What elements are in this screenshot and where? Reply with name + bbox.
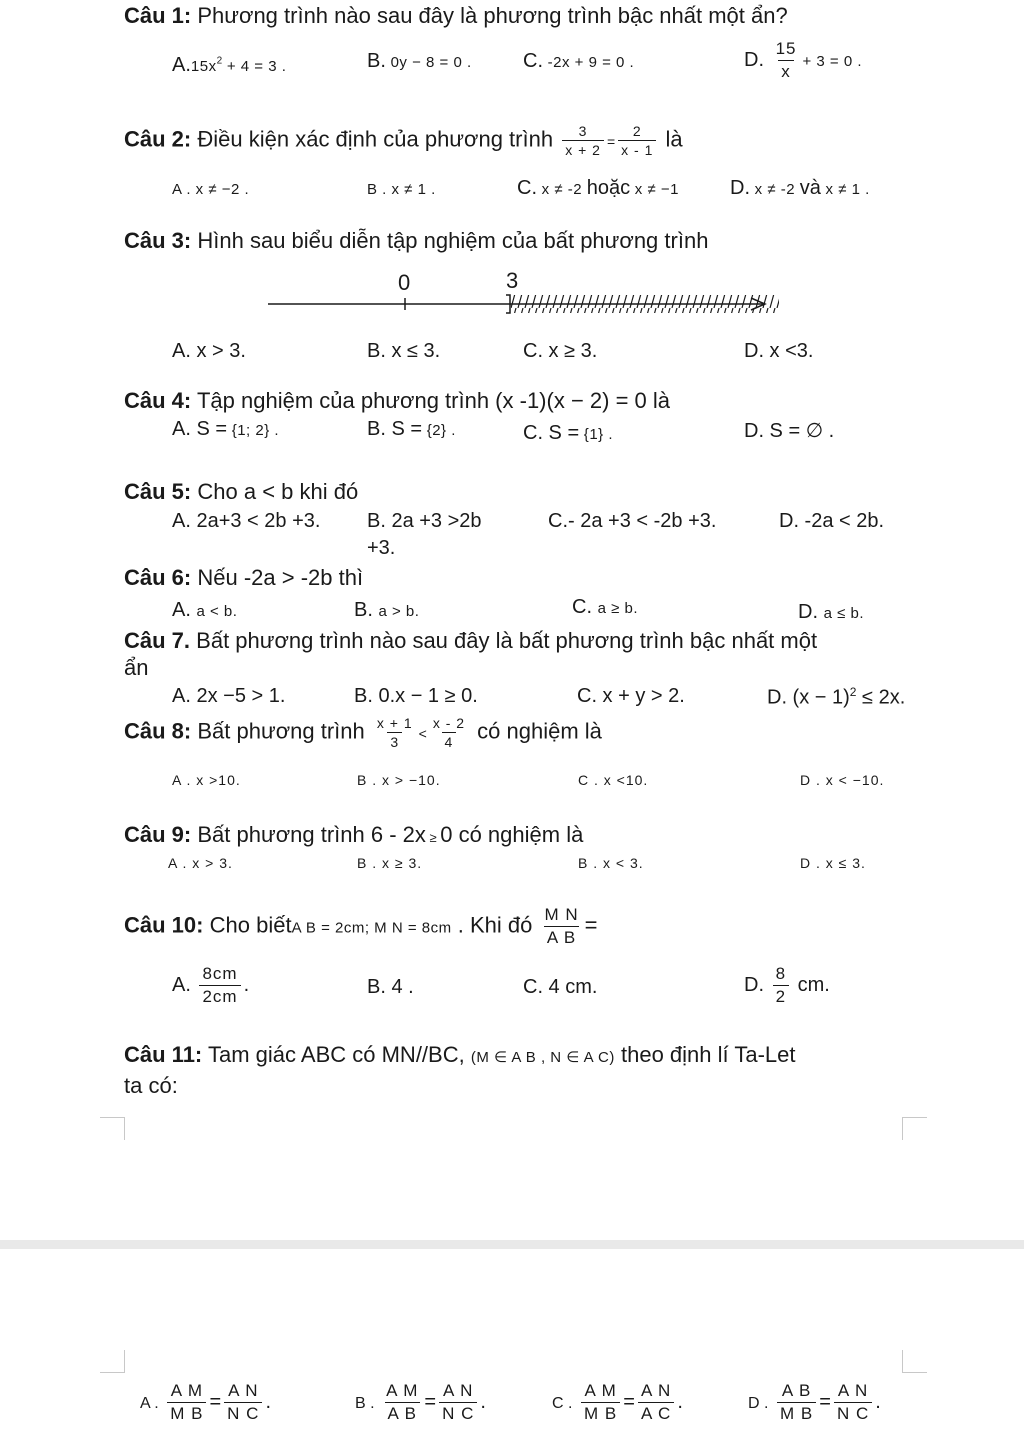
number-line xyxy=(265,290,785,320)
page-break-divider xyxy=(0,1240,1024,1249)
question-5-label: Câu 5: xyxy=(124,479,192,504)
q1-d-fraction: $\frac{15}{x}$ xyxy=(775,39,797,81)
question-11-label: Câu 11: xyxy=(124,1042,203,1067)
q6-option-a: A. a < b. xyxy=(172,599,238,621)
question-7-label: Câu 7. xyxy=(124,628,191,653)
q5-option-d: D. -2a < 2b. xyxy=(779,510,885,532)
page-corner-marker xyxy=(902,1350,927,1373)
question-8: Câu 8: Bất phương trình $\frac{x + 1}{3}$ < $\frac{x - 2}{4}$ có nghiệm là xyxy=(124,715,602,750)
question-1 xyxy=(124,3,788,29)
question-9: Câu 9: Bất phương trình 6 - 2x ≥ 0 có nghiệm là xyxy=(124,822,584,847)
question-6 xyxy=(124,565,363,591)
q2-fraction-2: $\frac{2}{x - 1}$ xyxy=(618,122,656,159)
q1-option-a: $A.15x^2 + 4 = 3$ . xyxy=(172,54,287,76)
q8-option-b: B . x > −10. xyxy=(357,772,441,788)
q7-option-a: A. 2x −5 > 1. xyxy=(172,685,286,707)
question-10-text: Cho biết xyxy=(209,912,292,938)
q8-option-a: A . x >10. xyxy=(172,772,241,788)
question-11: Câu 11: Tam giác ABC có MN//BC, (M ∈ A B , N ∈ A C) theo định lí Ta-Let xyxy=(124,1042,796,1067)
q4-option-c: C. S = {1} . xyxy=(523,422,614,444)
q7-option-c: C. x + y > 2. xyxy=(577,685,685,707)
q8-fraction-2: $\frac{x - 2}{4}$ xyxy=(432,715,466,750)
q10-option-b: B. 4 . xyxy=(367,976,414,998)
question-3-label: Câu 3: xyxy=(124,228,192,253)
question-11-text: Tam giác ABC có MN//BC, xyxy=(207,1042,465,1067)
q2-option-c: C. x ≠ -2 hoặc x ≠ −1 xyxy=(517,177,679,199)
question-11-cont: ta có: xyxy=(124,1073,178,1098)
q8-option-d: D . x < −10. xyxy=(800,772,885,788)
q4-option-a: A. S = {1; 2} . xyxy=(172,418,280,440)
question-5-text: Cho a < b khi đó xyxy=(197,479,359,504)
q8-fraction-1: $\frac{x + 1}{3}$ xyxy=(376,715,413,750)
question-1-text: Phương trình nào sau đây là phương trình bậc nhất một ẩn? xyxy=(197,3,788,28)
q11-option-a: A . $\frac{\text{A M}}{\text{M B}}$ = $\frac{\text{A N}}{\text{N C}}$ . xyxy=(140,1381,272,1423)
question-9-label: Câu 9: xyxy=(124,822,192,847)
q7-option-d: D. $(x - 1)^2 \le 2x$. xyxy=(767,685,906,709)
q2-option-d: D. x ≠ -2 và x ≠ 1 . xyxy=(730,177,870,199)
q5-option-a: A. 2a+3 < 2b +3. xyxy=(172,510,321,532)
question-6-text: Nếu -2a > -2b thì xyxy=(197,565,364,590)
question-4-label: Câu 4: xyxy=(124,388,192,413)
question-2-label: Câu 2: xyxy=(124,126,192,152)
question-10-label: Câu 10: xyxy=(124,912,204,938)
q6-option-c: C. a ≥ b. xyxy=(572,596,638,618)
q8-option-c: C . x <10. xyxy=(578,772,649,788)
q6-option-d: D. a ≤ b. xyxy=(798,601,864,623)
question-4-text: Tập nghiệm của phương trình (x -1)(x − 2) = 0 là xyxy=(196,388,671,413)
q6-option-b: B. a > b. xyxy=(354,599,420,621)
question-7 xyxy=(124,628,817,654)
number-line-tick-0: 0 xyxy=(398,270,411,295)
number-line-tick-3: 3 xyxy=(506,268,519,293)
page-corner-marker xyxy=(100,1117,125,1140)
question-6-label: Câu 6: xyxy=(124,565,192,590)
q10-fraction: $\frac{\text{M N}}{\text{A B}}$ xyxy=(544,905,579,947)
q5-option-b-cont: +3. xyxy=(367,537,396,559)
q4-option-d: D. S = ∅ . xyxy=(744,420,835,442)
question-7-text: Bất phương trình nào sau đây là bất phương trình bậc nhất một xyxy=(196,628,818,653)
question-7-cont: ẩn xyxy=(124,655,149,680)
q1-option-b: B. 0y − 8 = 0 . xyxy=(367,50,472,72)
q10-d-fraction: $\frac{8}{2}$ xyxy=(773,963,789,1008)
q1-option-c: C. -2x + 9 = 0 . xyxy=(523,50,635,72)
q11-option-c: C . $\frac{\text{A M}}{\text{M B}}$ = $\frac{\text{A N}}{\text{A C}}$ . xyxy=(552,1381,683,1423)
q3-option-a: A. x > 3. xyxy=(172,340,246,362)
q2-fraction-1: $\frac{3}{x + 2}$ xyxy=(562,122,604,159)
q1-option-d: D. $\frac{15}{x}$ + 3 = 0 . xyxy=(744,39,863,81)
question-1-label: Câu 1: xyxy=(124,3,192,28)
page-corner-marker xyxy=(100,1350,125,1373)
q10-a-fraction: $\frac{8cm}{2cm}$ xyxy=(199,963,240,1008)
q3-option-b: B. x ≤ 3. xyxy=(367,340,441,362)
question-3 xyxy=(124,228,708,254)
q11-option-b: B . $\frac{\text{A M}}{\text{A B}}$ = $\frac{\text{A N}}{\text{N C}}$ . xyxy=(355,1381,486,1423)
question-10: Câu 10: Cho biếtA B = 2cm; M N = 8cm . Khi đó $\frac{\text{M N}}{\text{A B}}$ = xyxy=(124,905,598,947)
question-3-text: Hình sau biểu diễn tập nghiệm của bất phương trình xyxy=(197,228,709,253)
q9-option-d: D . x ≤ 3. xyxy=(800,855,866,871)
q9-option-c: B . x < 3. xyxy=(578,855,644,871)
q11-option-d: D . $\frac{\text{A B}}{\text{M B}}$ = $\frac{\text{A N}}{\text{N C}}$ . xyxy=(748,1381,881,1423)
q2-option-a: A . x ≠ −2 . xyxy=(172,181,250,198)
q4-option-b: B. S = {2} . xyxy=(367,418,456,440)
q3-option-c: C. x ≥ 3. xyxy=(523,340,598,362)
question-5 xyxy=(124,479,358,505)
page-corner-marker xyxy=(902,1117,927,1140)
q7-option-b: B. 0.x − 1 ≥ 0. xyxy=(354,685,478,707)
q10-option-c: C. 4 cm. xyxy=(523,976,598,998)
q3-option-d: D. x <3. xyxy=(744,340,814,362)
q5-option-b: B. 2a +3 >2b xyxy=(367,510,482,532)
question-9-text: Bất phương trình 6 - 2x xyxy=(197,822,426,847)
q10-option-a: A. $\frac{8cm}{2cm}$ . xyxy=(172,964,250,1006)
question-4 xyxy=(124,388,670,414)
q2-option-b: B . x ≠ 1 . xyxy=(367,181,436,198)
q5-option-c: C.- 2a +3 < -2b +3. xyxy=(548,510,717,532)
question-2-text: Điều kiện xác định của phương trình xyxy=(197,126,554,152)
question-8-label: Câu 8: xyxy=(124,718,192,744)
q9-option-a: A . x > 3. xyxy=(168,855,233,871)
question-8-text: Bất phương trình xyxy=(197,718,365,744)
question-2: Câu 2: Điều kiện xác định của phương trình $\frac{3}{x + 2}$ = $\frac{2}{x - 1}$ là xyxy=(124,123,683,158)
q9-option-b: B . x ≥ 3. xyxy=(357,855,423,871)
q10-option-d: D. $\frac{8}{2}$ cm. xyxy=(744,964,830,1006)
